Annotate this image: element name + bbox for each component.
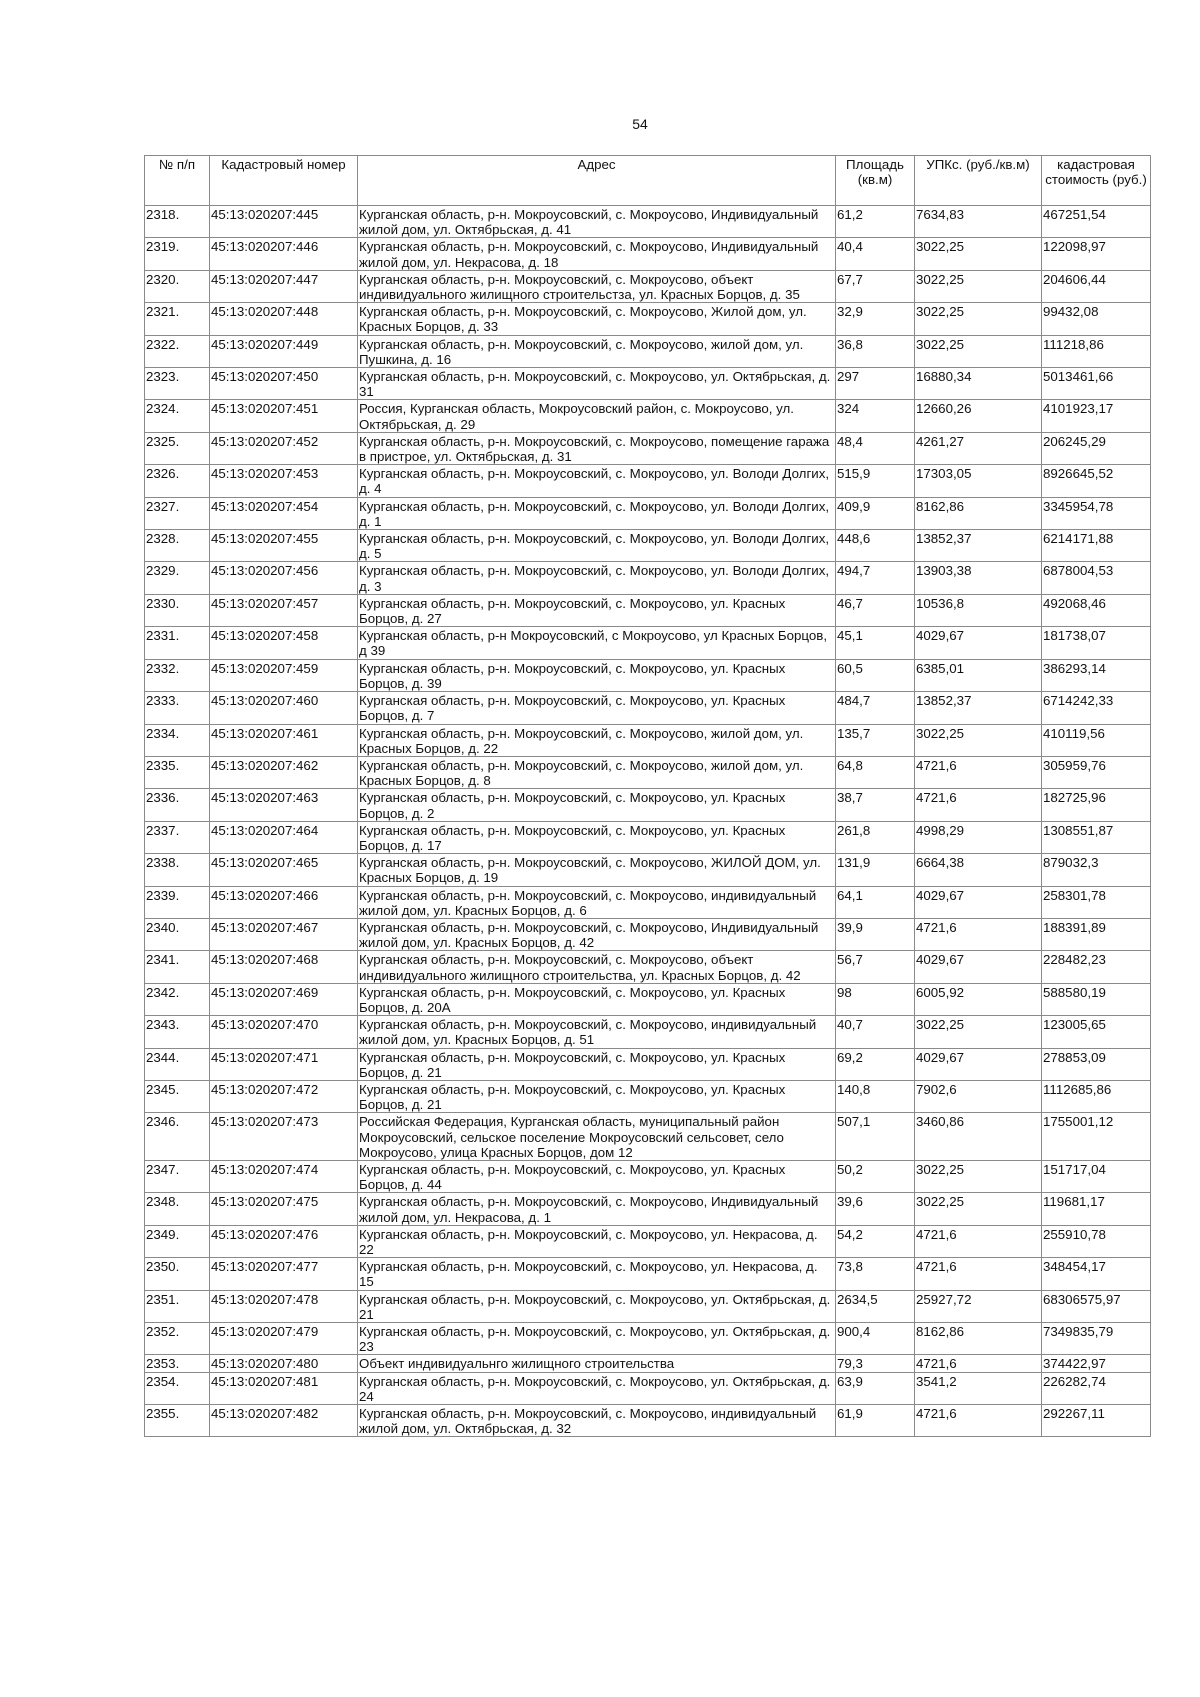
address-cell: Курганская область, р-н Мокроусовский, с Мокроусово, ул Красных Борцов, д 39 (358, 627, 836, 659)
cadastral-number-cell: 45:13:020207:479 (210, 1323, 358, 1355)
row-number-cell: 2344. (145, 1048, 210, 1080)
area-cell: 98 (836, 983, 915, 1015)
table-row (145, 886, 1151, 918)
cadastral-value-cell: 292267,11 (1042, 1405, 1151, 1437)
cadastral-number-cell: 45:13:020207:474 (210, 1160, 358, 1192)
unit-value-cell: 6005,92 (915, 983, 1042, 1015)
address-cell: Курганская область, р-н. Мокроусовский, с. Мокроусово, индивидуальный жилой дом, ул. Октябрьская, д. 32 (358, 1405, 836, 1437)
area-cell: 61,2 (836, 206, 915, 238)
cadastral-number-cell: 45:13:020207:470 (210, 1016, 358, 1048)
cadastral-number-cell: 45:13:020207:464 (210, 821, 358, 853)
area-cell: 484,7 (836, 692, 915, 724)
cadastral-number-cell: 45:13:020207:466 (210, 886, 358, 918)
address-cell: Курганская область, р-н. Мокроусовский, с. Мокроусово, ул. Красных Борцов, д. 44 (358, 1160, 836, 1192)
address-cell: Российская Федерация, Курганская область, муниципальный район Мокроусовский, сельское поселение Мокроусовский сельсовет, село Мокроусово, улица Красных Борцов, дом 12 (358, 1113, 836, 1161)
unit-value-cell: 8162,86 (915, 497, 1042, 529)
table-row (145, 692, 1151, 724)
area-cell: 48,4 (836, 432, 915, 464)
cadastral-value-cell: 1755001,12 (1042, 1113, 1151, 1161)
cadastral-number-cell: 45:13:020207:471 (210, 1048, 358, 1080)
cadastral-value-cell: 206245,29 (1042, 432, 1151, 464)
address-cell: Курганская область, р-н. Мокроусовский, с. Мокроусово, Жилой дом, ул. Красных Борцов, д. 33 (358, 303, 836, 335)
unit-value-cell: 8162,86 (915, 1323, 1042, 1355)
address-cell: Курганская область, р-н. Мокроусовский, с. Мокроусово, ул. Красных Борцов, д. 21 (358, 1048, 836, 1080)
unit-value-cell: 4721,6 (915, 756, 1042, 788)
table-row (145, 951, 1151, 983)
area-cell: 73,8 (836, 1258, 915, 1290)
cadastral-value-cell: 111218,86 (1042, 335, 1151, 367)
address-cell: Курганская область, р-н. Мокроусовский, с. Мокроусово, жилой дом, ул. Красных Борцов, д. 8 (358, 756, 836, 788)
cadastral-number-cell: 45:13:020207:480 (210, 1355, 358, 1372)
unit-value-cell: 4721,6 (915, 1355, 1042, 1372)
cadastral-value-cell: 410119,56 (1042, 724, 1151, 756)
cadastral-number-cell: 45:13:020207:481 (210, 1372, 358, 1404)
unit-value-cell: 3022,25 (915, 1016, 1042, 1048)
row-number-cell: 2339. (145, 886, 210, 918)
row-number-cell: 2333. (145, 692, 210, 724)
unit-value-cell: 3460,86 (915, 1113, 1042, 1161)
area-cell: 32,9 (836, 303, 915, 335)
cadastral-value-cell: 182725,96 (1042, 789, 1151, 821)
cadastral-value-cell: 6714242,33 (1042, 692, 1151, 724)
cadastral-number-cell: 45:13:020207:482 (210, 1405, 358, 1437)
table-row (145, 1225, 1151, 1257)
table-row (145, 854, 1151, 886)
address-cell: Россия, Курганская область, Мокроусовский район, с. Мокроусово, ул. Октябрьская, д. 29 (358, 400, 836, 432)
cadastral-value-cell: 374422,97 (1042, 1355, 1151, 1372)
unit-value-cell: 4721,6 (915, 789, 1042, 821)
address-cell: Курганская область, р-н. Мокроусовский, с. Мокроусово, ул. Володи Долгих, д. 4 (358, 465, 836, 497)
cadastral-value-cell: 181738,07 (1042, 627, 1151, 659)
row-number-cell: 2320. (145, 270, 210, 302)
cadastral-value-cell: 258301,78 (1042, 886, 1151, 918)
cadastral-value-cell: 305959,76 (1042, 756, 1151, 788)
area-cell: 64,8 (836, 756, 915, 788)
cadastral-number-cell: 45:13:020207:452 (210, 432, 358, 464)
address-cell: Курганская область, р-н. Мокроусовский, с. Мокроусово, ул. Красных Борцов, д. 7 (358, 692, 836, 724)
address-cell: Курганская область, р-н. Мокроусовский, с. Мокроусово, ул. Октябрьская, д. 31 (358, 368, 836, 400)
cadastral-value-cell: 123005,65 (1042, 1016, 1151, 1048)
row-number-cell: 2327. (145, 497, 210, 529)
row-number-cell: 2350. (145, 1258, 210, 1290)
unit-value-cell: 4721,6 (915, 1258, 1042, 1290)
address-cell: Курганская область, р-н. Мокроусовский, с. Мокроусово, ул. Некрасова, д. 22 (358, 1225, 836, 1257)
area-cell: 261,8 (836, 821, 915, 853)
unit-value-cell: 4261,27 (915, 432, 1042, 464)
row-number-cell: 2342. (145, 983, 210, 1015)
address-cell: Курганская область, р-н. Мокроусовский, с. Мокроусово, ул. Октябрьская, д. 24 (358, 1372, 836, 1404)
area-cell: 2634,5 (836, 1290, 915, 1322)
area-cell: 297 (836, 368, 915, 400)
table-row (145, 1193, 1151, 1225)
cadastral-number-cell: 45:13:020207:459 (210, 659, 358, 691)
area-cell: 507,1 (836, 1113, 915, 1161)
row-number-cell: 2347. (145, 1160, 210, 1192)
unit-value-cell: 6385,01 (915, 659, 1042, 691)
unit-value-cell: 3022,25 (915, 1193, 1042, 1225)
table-row (145, 821, 1151, 853)
address-cell: Курганская область, р-н. Мокроусовский, с. Мокроусово, помещение гаража в пристрое, ул. Октябрьская, д. 31 (358, 432, 836, 464)
unit-value-cell: 4029,67 (915, 1048, 1042, 1080)
table-row (145, 1080, 1151, 1112)
row-number-cell: 2326. (145, 465, 210, 497)
header-cell-area: Площадь (кв.м) (836, 156, 915, 206)
unit-value-cell: 13903,38 (915, 562, 1042, 594)
address-cell: Объект индивидуальнго жилищного строительства (358, 1355, 836, 1372)
row-number-cell: 2338. (145, 854, 210, 886)
table-row (145, 627, 1151, 659)
unit-value-cell: 13852,37 (915, 530, 1042, 562)
cadastral-value-cell: 204606,44 (1042, 270, 1151, 302)
row-number-cell: 2321. (145, 303, 210, 335)
unit-value-cell: 7902,6 (915, 1080, 1042, 1112)
address-cell: Курганская область, р-н. Мокроусовский, с. Мокроусово, ул. Красных Борцов, д. 20А (358, 983, 836, 1015)
cadastral-number-cell: 45:13:020207:478 (210, 1290, 358, 1322)
row-number-cell: 2348. (145, 1193, 210, 1225)
address-cell: Курганская область, р-н. Мокроусовский, с. Мокроусово, жилой дом, ул. Красных Борцов, д. 22 (358, 724, 836, 756)
cadastral-number-cell: 45:13:020207:448 (210, 303, 358, 335)
cadastral-value-cell: 255910,78 (1042, 1225, 1151, 1257)
unit-value-cell: 3022,25 (915, 303, 1042, 335)
table-row (145, 206, 1151, 238)
unit-value-cell: 17303,05 (915, 465, 1042, 497)
header-cell-address: Адрес (358, 156, 836, 206)
area-cell: 140,8 (836, 1080, 915, 1112)
cadastral-value-cell: 7349835,79 (1042, 1323, 1151, 1355)
cadastral-number-cell: 45:13:020207:453 (210, 465, 358, 497)
row-number-cell: 2323. (145, 368, 210, 400)
cadastral-value-cell: 68306575,97 (1042, 1290, 1151, 1322)
area-cell: 131,9 (836, 854, 915, 886)
unit-value-cell: 4029,67 (915, 951, 1042, 983)
table-row (145, 270, 1151, 302)
unit-value-cell: 6664,38 (915, 854, 1042, 886)
unit-value-cell: 25927,72 (915, 1290, 1042, 1322)
area-cell: 36,8 (836, 335, 915, 367)
area-cell: 40,4 (836, 238, 915, 270)
unit-value-cell: 3022,25 (915, 724, 1042, 756)
area-cell: 40,7 (836, 1016, 915, 1048)
address-cell: Курганская область, р-н. Мокроусовский, с. Мокроусово, ул. Володи Долгих, д. 1 (358, 497, 836, 529)
address-cell: Курганская область, р-н. Мокроусовский, с. Мокроусово, индивидуальный жилой дом, ул. Красных Борцов, д. 51 (358, 1016, 836, 1048)
address-cell: Курганская область, р-н. Мокроусовский, с. Мокроусово, индивидуальный жилой дом, ул. Красных Борцов, д. 6 (358, 886, 836, 918)
address-cell: Курганская область, р-н. Мокроусовский, с. Мокроусово, ул. Красных Борцов, д. 27 (358, 594, 836, 626)
area-cell: 79,3 (836, 1355, 915, 1372)
cadastral-value-cell: 467251,54 (1042, 206, 1151, 238)
cadastral-value-cell: 5013461,66 (1042, 368, 1151, 400)
row-number-cell: 2340. (145, 918, 210, 950)
row-number-cell: 2351. (145, 1290, 210, 1322)
cadastral-value-cell: 1112685,86 (1042, 1080, 1151, 1112)
unit-value-cell: 4998,29 (915, 821, 1042, 853)
table-row (145, 530, 1151, 562)
unit-value-cell: 3022,25 (915, 335, 1042, 367)
table-row (145, 594, 1151, 626)
row-number-cell: 2329. (145, 562, 210, 594)
area-cell: 448,6 (836, 530, 915, 562)
table-row (145, 1323, 1151, 1355)
cadastral-value-cell: 492068,46 (1042, 594, 1151, 626)
address-cell: Курганская область, р-н. Мокроусовский, с. Мокроусово, ул. Красных Борцов, д. 21 (358, 1080, 836, 1112)
cadastral-number-cell: 45:13:020207:475 (210, 1193, 358, 1225)
address-cell: Курганская область, р-н. Мокроусовский, с. Мокроусово, ЖИЛОЙ ДОМ, ул. Красных Борцов, д. 19 (358, 854, 836, 886)
cadastral-value-cell: 228482,23 (1042, 951, 1151, 983)
cadastral-number-cell: 45:13:020207:467 (210, 918, 358, 950)
area-cell: 64,1 (836, 886, 915, 918)
cadastral-number-cell: 45:13:020207:450 (210, 368, 358, 400)
table-row (145, 756, 1151, 788)
cadastral-number-cell: 45:13:020207:451 (210, 400, 358, 432)
cadastral-number-cell: 45:13:020207:473 (210, 1113, 358, 1161)
header-cell-number: № п/п (145, 156, 210, 206)
cadastral-number-cell: 45:13:020207:462 (210, 756, 358, 788)
table-row (145, 562, 1151, 594)
area-cell: 39,6 (836, 1193, 915, 1225)
cadastral-value-cell: 151717,04 (1042, 1160, 1151, 1192)
area-cell: 46,7 (836, 594, 915, 626)
table-header-row (145, 156, 1151, 206)
table-row (145, 1160, 1151, 1192)
area-cell: 39,9 (836, 918, 915, 950)
cadastral-number-cell: 45:13:020207:458 (210, 627, 358, 659)
row-number-cell: 2322. (145, 335, 210, 367)
table-row (145, 400, 1151, 432)
address-cell: Курганская область, р-н. Мокроусовский, с. Мокроусово, Индивидуальный жилой дом, ул. Красных Борцов, д. 42 (358, 918, 836, 950)
table-row (145, 1405, 1151, 1437)
unit-value-cell: 3541,2 (915, 1372, 1042, 1404)
header-cell-cadastral-value: кадастровая стоимость (руб.) (1042, 156, 1151, 206)
area-cell: 135,7 (836, 724, 915, 756)
table-row (145, 983, 1151, 1015)
area-cell: 900,4 (836, 1323, 915, 1355)
address-cell: Курганская область, р-н. Мокроусовский, с. Мокроусово, Индивидуальный жилой дом, ул. Некрасова, д. 18 (358, 238, 836, 270)
cadastral-value-cell: 3345954,78 (1042, 497, 1151, 529)
row-number-cell: 2341. (145, 951, 210, 983)
address-cell: Курганская область, р-н. Мокроусовский, с. Мокроусово, объект индивидуального жилищного строительства, ул. Красных Борцов, д. 42 (358, 951, 836, 983)
table-row (145, 303, 1151, 335)
area-cell: 60,5 (836, 659, 915, 691)
area-cell: 50,2 (836, 1160, 915, 1192)
table-row (145, 1048, 1151, 1080)
cadastral-value-cell: 99432,08 (1042, 303, 1151, 335)
table-row (145, 497, 1151, 529)
cadastral-number-cell: 45:13:020207:456 (210, 562, 358, 594)
area-cell: 494,7 (836, 562, 915, 594)
row-number-cell: 2330. (145, 594, 210, 626)
address-cell: Курганская область, р-н. Мокроусовский, с. Мокроусово, жилой дом, ул. Пушкина, д. 16 (358, 335, 836, 367)
cadastral-value-cell: 6878004,53 (1042, 562, 1151, 594)
cadastral-value-cell: 122098,97 (1042, 238, 1151, 270)
unit-value-cell: 10536,8 (915, 594, 1042, 626)
address-cell: Курганская область, р-н. Мокроусовский, с. Мокроусово, ул. Красных Борцов, д. 2 (358, 789, 836, 821)
row-number-cell: 2325. (145, 432, 210, 464)
row-number-cell: 2337. (145, 821, 210, 853)
row-number-cell: 2345. (145, 1080, 210, 1112)
row-number-cell: 2343. (145, 1016, 210, 1048)
table-row (145, 1016, 1151, 1048)
address-cell: Курганская область, р-н. Мокроусовский, с. Мокроусово, Индивидуальный жилой дом, ул. Октябрьская, д. 41 (358, 206, 836, 238)
cadastral-value-cell: 1308551,87 (1042, 821, 1151, 853)
row-number-cell: 2334. (145, 724, 210, 756)
row-number-cell: 2352. (145, 1323, 210, 1355)
page-number: 54 (632, 116, 648, 132)
area-cell: 324 (836, 400, 915, 432)
row-number-cell: 2331. (145, 627, 210, 659)
table-row (145, 659, 1151, 691)
cadastral-value-cell: 278853,09 (1042, 1048, 1151, 1080)
table-row (145, 465, 1151, 497)
cadastral-number-cell: 45:13:020207:469 (210, 983, 358, 1015)
header-cell-unit-value: УПКс. (руб./кв.м) (915, 156, 1042, 206)
cadastral-value-cell: 8926645,52 (1042, 465, 1151, 497)
cadastral-value-cell: 4101923,17 (1042, 400, 1151, 432)
cadastral-number-cell: 45:13:020207:447 (210, 270, 358, 302)
table-row (145, 335, 1151, 367)
address-cell: Курганская область, р-н. Мокроусовский, с. Мокроусово, ул. Красных Борцов, д. 39 (358, 659, 836, 691)
unit-value-cell: 4029,67 (915, 886, 1042, 918)
cadastral-table (144, 155, 1151, 1437)
table-row (145, 1290, 1151, 1322)
table-row (145, 432, 1151, 464)
table-row (145, 1372, 1151, 1404)
cadastral-number-cell: 45:13:020207:449 (210, 335, 358, 367)
table-row (145, 789, 1151, 821)
unit-value-cell: 4029,67 (915, 627, 1042, 659)
area-cell: 63,9 (836, 1372, 915, 1404)
area-cell: 45,1 (836, 627, 915, 659)
table-row (145, 724, 1151, 756)
cadastral-number-cell: 45:13:020207:457 (210, 594, 358, 626)
cadastral-number-cell: 45:13:020207:446 (210, 238, 358, 270)
table-row (145, 918, 1151, 950)
area-cell: 54,2 (836, 1225, 915, 1257)
area-cell: 515,9 (836, 465, 915, 497)
cadastral-value-cell: 348454,17 (1042, 1258, 1151, 1290)
address-cell: Курганская область, р-н. Мокроусовский, с. Мокроусово, ул. Октябрьская, д. 23 (358, 1323, 836, 1355)
table-row (145, 1113, 1151, 1161)
row-number-cell: 2354. (145, 1372, 210, 1404)
unit-value-cell: 7634,83 (915, 206, 1042, 238)
unit-value-cell: 13852,37 (915, 692, 1042, 724)
table-row (145, 1258, 1151, 1290)
row-number-cell: 2349. (145, 1225, 210, 1257)
table-row (145, 238, 1151, 270)
cadastral-number-cell: 45:13:020207:468 (210, 951, 358, 983)
cadastral-number-cell: 45:13:020207:463 (210, 789, 358, 821)
cadastral-number-cell: 45:13:020207:461 (210, 724, 358, 756)
cadastral-number-cell: 45:13:020207:460 (210, 692, 358, 724)
unit-value-cell: 3022,25 (915, 238, 1042, 270)
address-cell: Курганская область, р-н. Мокроусовский, с. Мокроусово, ул. Красных Борцов, д. 17 (358, 821, 836, 853)
table-row (145, 368, 1151, 400)
header-cell-cadastral-number: Кадастровый номер (210, 156, 358, 206)
row-number-cell: 2319. (145, 238, 210, 270)
address-cell: Курганская область, р-н. Мокроусовский, с. Мокроусово, Индивидуальный жилой дом, ул. Некрасова, д. 1 (358, 1193, 836, 1225)
cadastral-number-cell: 45:13:020207:465 (210, 854, 358, 886)
area-cell: 56,7 (836, 951, 915, 983)
address-cell: Курганская область, р-н. Мокроусовский, с. Мокроусово, ул. Володи Долгих, д. 3 (358, 562, 836, 594)
cadastral-number-cell: 45:13:020207:476 (210, 1225, 358, 1257)
row-number-cell: 2335. (145, 756, 210, 788)
table-row (145, 1355, 1151, 1372)
cadastral-value-cell: 386293,14 (1042, 659, 1151, 691)
area-cell: 61,9 (836, 1405, 915, 1437)
area-cell: 67,7 (836, 270, 915, 302)
area-cell: 409,9 (836, 497, 915, 529)
row-number-cell: 2332. (145, 659, 210, 691)
unit-value-cell: 16880,34 (915, 368, 1042, 400)
address-cell: Курганская область, р-н. Мокроусовский, с. Мокроусово, ул. Некрасова, д. 15 (358, 1258, 836, 1290)
cadastral-value-cell: 588580,19 (1042, 983, 1151, 1015)
cadastral-number-cell: 45:13:020207:445 (210, 206, 358, 238)
cadastral-number-cell: 45:13:020207:477 (210, 1258, 358, 1290)
row-number-cell: 2353. (145, 1355, 210, 1372)
cadastral-number-cell: 45:13:020207:455 (210, 530, 358, 562)
unit-value-cell: 4721,6 (915, 1225, 1042, 1257)
cadastral-number-cell: 45:13:020207:454 (210, 497, 358, 529)
address-cell: Курганская область, р-н. Мокроусовский, с. Мокроусово, объект индивидуального жилищного строительстза, ул. Красных Борцов, д. 35 (358, 270, 836, 302)
row-number-cell: 2336. (145, 789, 210, 821)
cadastral-number-cell: 45:13:020207:472 (210, 1080, 358, 1112)
unit-value-cell: 4721,6 (915, 1405, 1042, 1437)
row-number-cell: 2346. (145, 1113, 210, 1161)
cadastral-value-cell: 226282,74 (1042, 1372, 1151, 1404)
cadastral-value-cell: 879032,3 (1042, 854, 1151, 886)
area-cell: 38,7 (836, 789, 915, 821)
row-number-cell: 2318. (145, 206, 210, 238)
cadastral-value-cell: 119681,17 (1042, 1193, 1151, 1225)
unit-value-cell: 12660,26 (915, 400, 1042, 432)
cadastral-value-cell: 188391,89 (1042, 918, 1151, 950)
unit-value-cell: 3022,25 (915, 1160, 1042, 1192)
row-number-cell: 2328. (145, 530, 210, 562)
address-cell: Курганская область, р-н. Мокроусовский, с. Мокроусово, ул. Володи Долгих, д. 5 (358, 530, 836, 562)
row-number-cell: 2324. (145, 400, 210, 432)
cadastral-value-cell: 6214171,88 (1042, 530, 1151, 562)
area-cell: 69,2 (836, 1048, 915, 1080)
unit-value-cell: 4721,6 (915, 918, 1042, 950)
unit-value-cell: 3022,25 (915, 270, 1042, 302)
address-cell: Курганская область, р-н. Мокроусовский, с. Мокроусово, ул. Октябрьская, д. 21 (358, 1290, 836, 1322)
row-number-cell: 2355. (145, 1405, 210, 1437)
